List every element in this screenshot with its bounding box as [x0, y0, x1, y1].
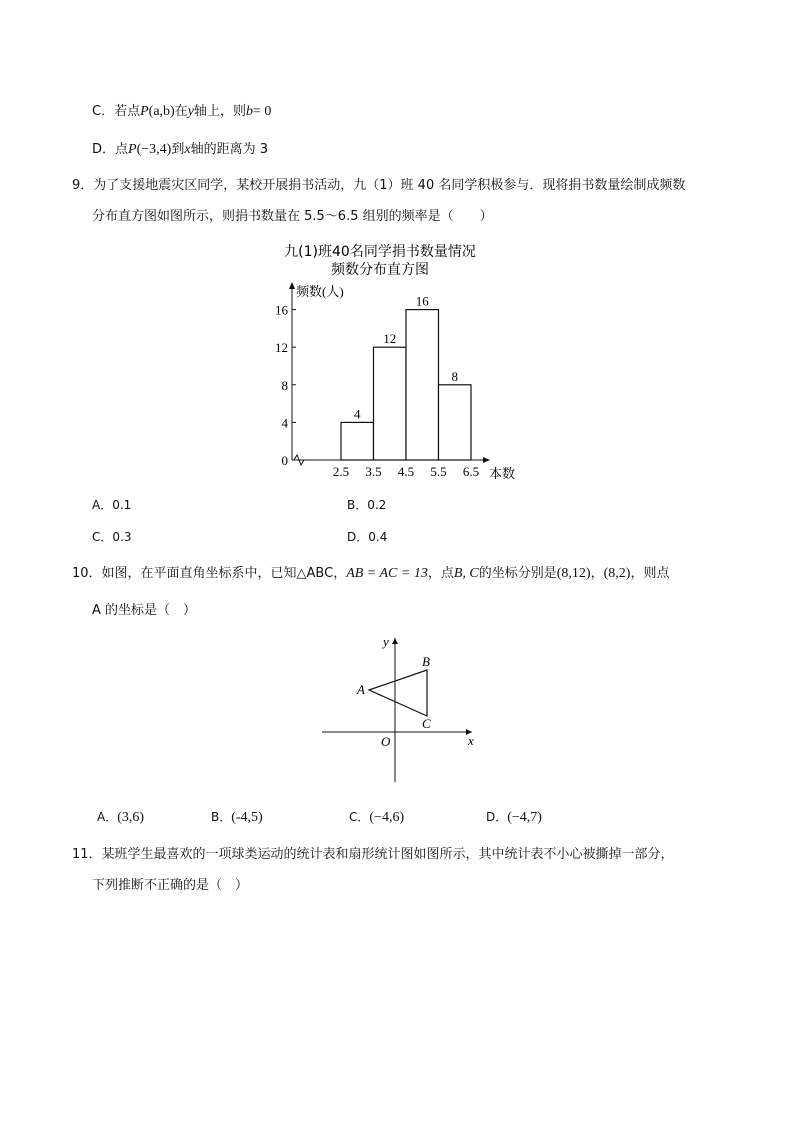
- q9-option-b: B．0.2: [347, 498, 387, 512]
- x-axis-arrow-icon: [483, 457, 490, 463]
- q8-option-c-text-2: 在: [174, 104, 188, 119]
- x-tick-label: 4.5: [397, 464, 415, 479]
- q10-stem-eq: AB = AC = 13: [346, 566, 428, 581]
- triangle-figure: [0, 628, 794, 788]
- y-axis-arrow-icon: [392, 638, 398, 644]
- q8-option-d-text-1: 点: [115, 142, 129, 157]
- q8-option-c-eq: = 0: [252, 104, 272, 119]
- q10-option-b-value: (-4,5): [231, 810, 263, 825]
- label-x: x: [468, 733, 474, 748]
- x-axis-label: 本数: [489, 466, 516, 481]
- q9-stem-line-2: 分布直方图如图所示，则捐书数量在 5.5～6.5 组别的频率是（ ）: [92, 209, 493, 224]
- q10-option-a-letter: A．: [97, 810, 118, 824]
- y-tick-label: 12: [275, 340, 288, 356]
- q9-option-c: C．0.3: [92, 530, 132, 544]
- chart-title: 九(1)班40名同学捐书数量情况: [284, 244, 476, 260]
- histogram-chart: [0, 238, 794, 498]
- q10-option-b: [211, 808, 263, 827]
- label-b: B: [422, 654, 430, 669]
- q10-option-c: [349, 808, 404, 827]
- q10-coord-b: (8,12): [556, 566, 591, 581]
- x-tick-label: 3.5: [365, 464, 382, 479]
- q10-option-d: [486, 808, 542, 827]
- y-tick-label: 4: [281, 415, 288, 431]
- q9-stem-line-1: 9．为了支援地震灾区同学，某校开展捐书活动，九（1）班 40 名同学积极参与．现将捐书数量绘制成频数: [72, 178, 686, 193]
- x-tick-label: 5.5: [430, 464, 447, 479]
- q10-stem-part-c: 的坐标分别是: [478, 566, 557, 581]
- q8-option-c-text-1: 若点: [114, 104, 141, 119]
- q10-stem-part-d: ，则点: [630, 566, 670, 581]
- q11-stem-line-1: 11．某班学生最喜欢的一项球类运动的统计表和扇形统计图如图所示，其中统计表不小心被撕掉一部分，: [72, 847, 674, 862]
- bar-value-label: 4: [354, 406, 361, 422]
- q8-option-c-letter: C．: [92, 104, 115, 119]
- q9-option-a: A．0.1: [92, 498, 132, 512]
- label-o: O: [381, 734, 391, 749]
- q8-option-c: [92, 103, 271, 121]
- q10-option-b-letter: B．: [211, 810, 232, 824]
- q8-option-d-coords: (−3,4): [136, 142, 172, 157]
- histogram-bar: [439, 385, 472, 460]
- q8-option-c-axis: y: [187, 104, 194, 119]
- y-tick-label: 16: [275, 302, 288, 318]
- x-tick-label: 6.5: [462, 464, 480, 479]
- y-axis-arrow-icon: [289, 282, 295, 289]
- q10-stem-line-2: A 的坐标是（ ）: [92, 603, 197, 618]
- q8-option-c-coords: (a,b): [148, 104, 175, 119]
- q8-option-d: [92, 141, 268, 159]
- q8-option-d-text-3: 轴的距离为 3: [190, 142, 268, 157]
- label-a: A: [357, 682, 365, 697]
- triangle-abc: [369, 670, 427, 716]
- q10-option-c-letter: C．: [349, 810, 370, 824]
- q8-option-c-var: b: [245, 104, 253, 119]
- label-c: C: [422, 716, 431, 731]
- x-tick-label: 2.5: [332, 464, 350, 479]
- q10-stem-line-1: 10．如图，在平面直角坐标系中，已知△ABC，AB = AC = 13，点B, C的坐标分别是(8,12)，(8,2)，则点: [72, 566, 670, 581]
- q11-stem-line-2: 下列推断不正确的是（ ）: [92, 878, 249, 893]
- q10-option-a-value: (3,6): [117, 810, 145, 825]
- q10-option-d-letter: D．: [486, 810, 508, 824]
- q8-option-d-text-2: 到: [171, 142, 185, 157]
- histogram-bar: [374, 347, 407, 460]
- y-axis-label: 频数(人): [296, 284, 344, 299]
- q10-option-d-value: (−4,7): [507, 810, 542, 825]
- q8-option-d-axis: x: [184, 142, 191, 157]
- q8-option-c-text-3: 轴上，则: [193, 104, 246, 119]
- q9-option-d: D．0.4: [347, 530, 388, 544]
- histogram-bar: [406, 310, 439, 460]
- y-tick-label: 8: [281, 377, 288, 393]
- bar-value-label: 8: [451, 368, 458, 384]
- q10-stem-part-b: ，点: [427, 566, 454, 581]
- q10-stem-points: B, C: [453, 566, 479, 581]
- chart-subtitle: 频数分布直方图: [331, 262, 429, 278]
- histogram-bar: [341, 422, 374, 460]
- q10-option-a: [97, 808, 144, 827]
- label-y: y: [383, 634, 389, 649]
- chart-bars: [341, 310, 471, 460]
- y-tick-label: 0: [281, 453, 288, 468]
- bar-value-label: 12: [383, 331, 397, 347]
- q10-stem-part-a: 10．如图，在平面直角坐标系中，已知△ABC，: [72, 566, 347, 581]
- bar-value-label: 16: [415, 293, 429, 309]
- q10-option-c-value: (−4,6): [369, 810, 405, 825]
- q8-option-d-point: P: [128, 142, 137, 157]
- q8-option-c-point: P: [140, 104, 149, 119]
- q8-option-d-letter: D．: [92, 142, 116, 157]
- q10-coord-c: (8,2): [603, 566, 631, 581]
